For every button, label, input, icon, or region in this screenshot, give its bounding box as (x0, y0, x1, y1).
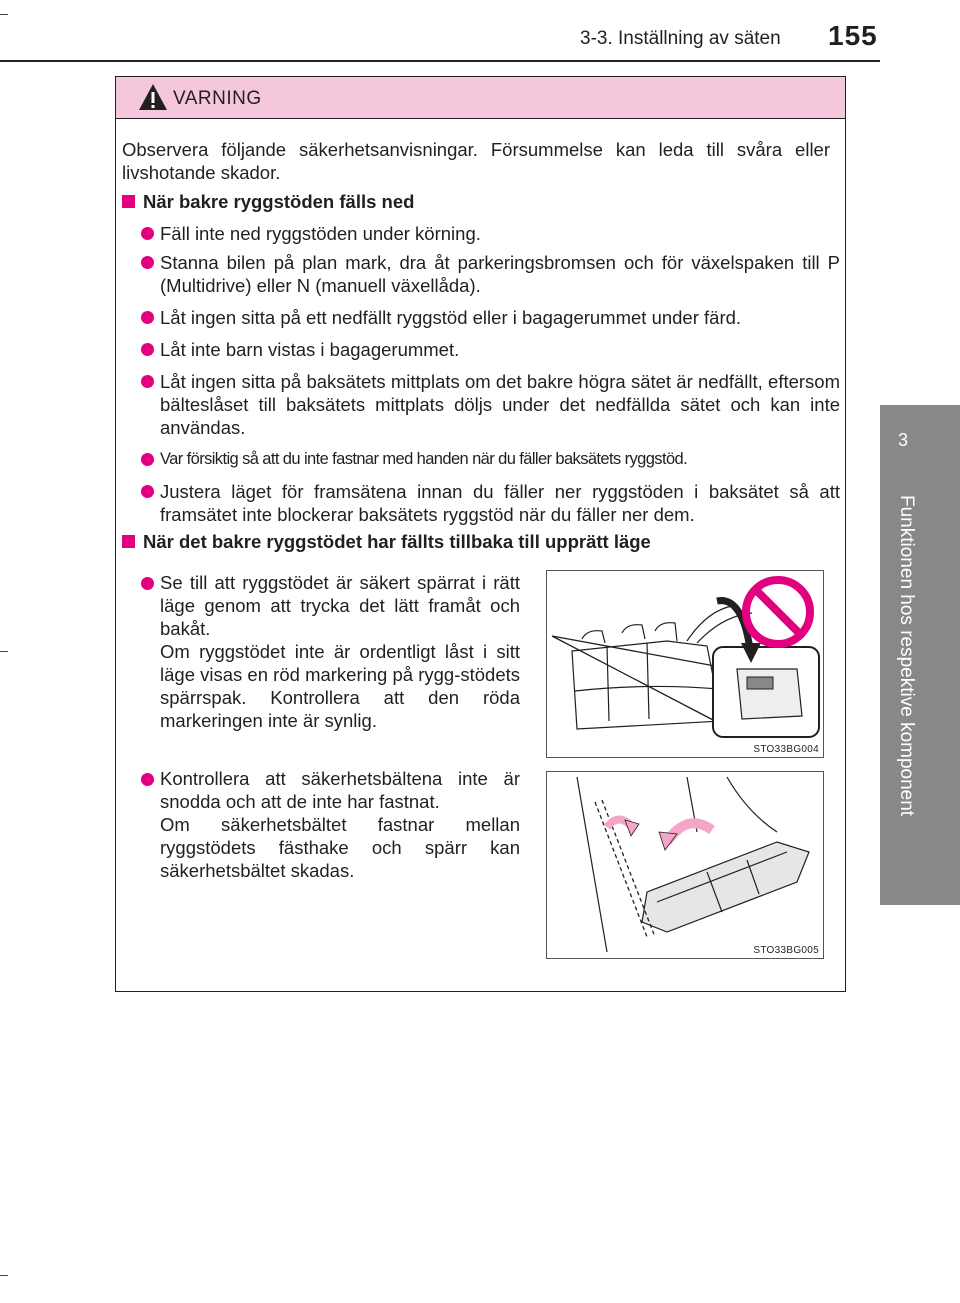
section-heading-text: När det bakre ryggstödet har fällts tillbaka till upprätt läge (143, 531, 651, 552)
bullet-icon (141, 311, 154, 324)
bullet-icon (141, 485, 154, 498)
seatbelt-figure (546, 771, 824, 959)
list-item: Låt ingen sitta på baksätets mittplats om det bakre högra sätet är nedfällt, eftersom bälteslåset till baksätets mittplats döljs under det nedfällda sätet och kan inte användas. (160, 371, 840, 438)
crop-mark (0, 651, 8, 652)
list-item-note: Om ryggstödet inte är ordentligt låst i sitt läge visas en röd markering på rygg-stödets spärrspak. Kontrollera att den röda markeringen inte är synlig. (160, 641, 520, 731)
seatbelt-illustration (547, 772, 823, 958)
crop-mark (0, 1275, 8, 1276)
list-item: Låt ingen sitta på ett nedfällt ryggstöd eller i bagagerummet under färd. (160, 307, 742, 328)
seatback-lock-illustration (547, 571, 823, 757)
bullet-icon (141, 453, 154, 466)
list-item-note: Om säkerhetsbältet fastnar mellan ryggstödets fästhake och spärr kan säkerhetsbältet skadas. (160, 814, 520, 881)
list-item (160, 571, 520, 732)
warning-label: VARNING (173, 88, 262, 109)
square-bullet-icon (122, 535, 135, 548)
section-heading (122, 191, 414, 213)
section-heading (122, 531, 651, 553)
bullet-icon (141, 375, 154, 388)
warning-triangle-icon (138, 83, 168, 111)
section-title: 3-3. Inställning av säten (580, 28, 781, 49)
list-item: Låt inte barn vistas i bagagerummet. (160, 339, 460, 360)
list-item-text: Se till att ryggstödet är säkert spärrat i rätt läge genom att trycka det lätt framåt och bakåt. (160, 572, 520, 639)
figure-code: STO33BG004 (753, 744, 819, 755)
warning-intro: Observera följande säkerhetsanvisningar. Försummelse kan leda till svåra eller livshotande skador. (122, 139, 830, 183)
header-rule (0, 60, 880, 62)
section-heading-text: När bakre ryggstöden fälls ned (143, 191, 415, 212)
figure-code: STO33BG005 (753, 945, 819, 956)
bullet-icon (141, 343, 154, 356)
square-bullet-icon (122, 195, 135, 208)
page-number: 155 (828, 20, 878, 51)
list-item: Fäll inte ned ryggstöden under körning. (160, 223, 481, 244)
bullet-icon (141, 773, 154, 786)
warning-box (115, 76, 846, 992)
seatback-lock-figure (546, 570, 824, 758)
chapter-title: Funktionen hos respektive komponent (896, 495, 917, 817)
bullet-icon (141, 256, 154, 269)
warning-header (116, 77, 845, 119)
bullet-icon (141, 227, 154, 240)
list-item: Justera läget för framsätena innan du fäller ner ryggstöden i baksätet så att framsätet inte blockerar baksätets ryggstöd när du fäller ner dem. (160, 481, 840, 525)
chapter-number: 3 (898, 430, 909, 450)
list-item-text: Kontrollera att säkerhetsbältena inte är snodda och att de inte har fastnat. (160, 768, 520, 812)
list-item (160, 767, 520, 882)
bullet-icon (141, 577, 154, 590)
list-item: Stanna bilen på plan mark, dra åt parkeringsbromsen och för växelspaken till P (Multidrive) eller N (manuell växellåda). (160, 252, 840, 296)
list-item: Var försiktig så att du inte fastnar med handen när du fäller baksätets ryggstöd. (160, 450, 688, 468)
chapter-tab[interactable] (880, 405, 960, 905)
crop-mark (0, 14, 8, 15)
